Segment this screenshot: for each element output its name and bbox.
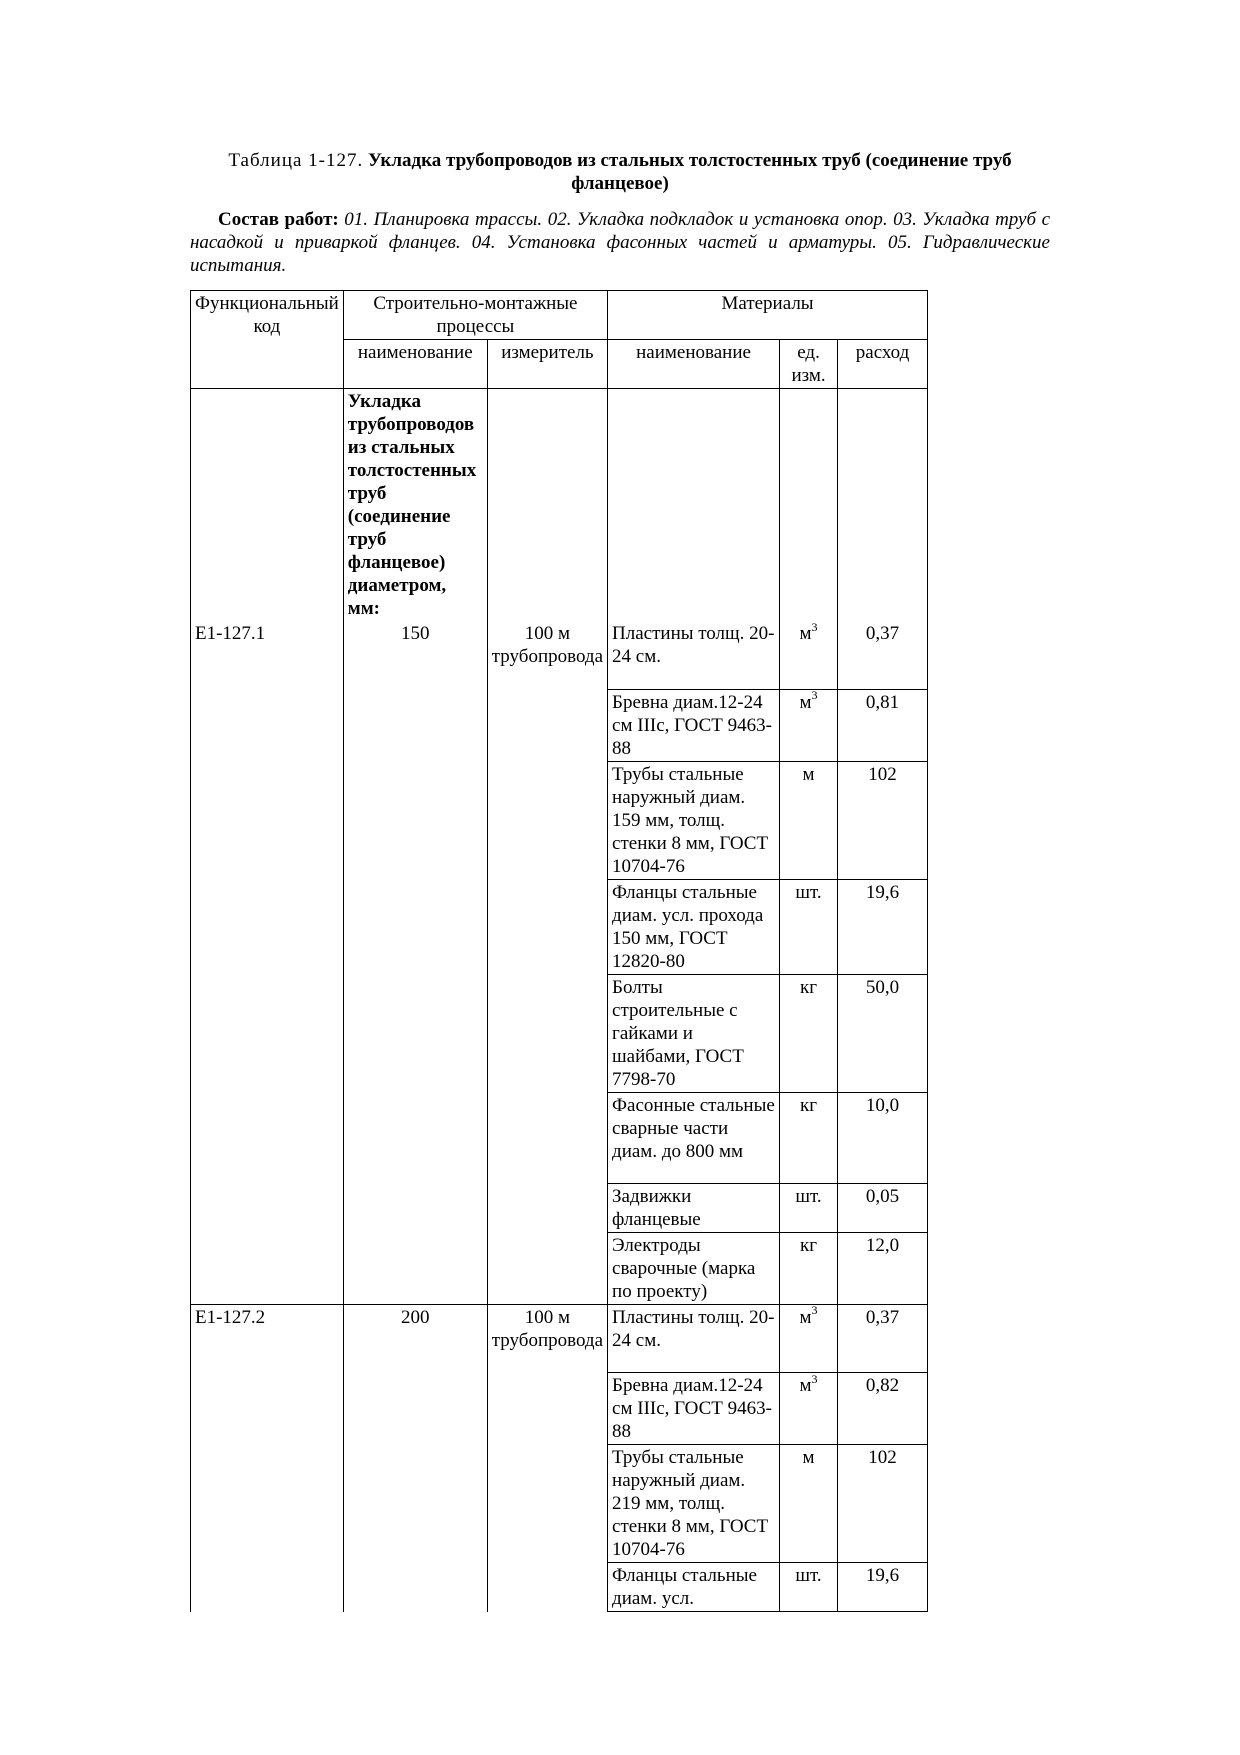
item-code: Е1-127.2	[191, 1304, 344, 1373]
item-unit: 100 м трубопровода	[487, 1304, 607, 1373]
table-row	[191, 1183, 928, 1232]
table-row	[191, 689, 928, 761]
norms-table	[190, 290, 928, 1612]
material-unit: шт.	[780, 1183, 838, 1232]
table-caption	[190, 149, 1050, 195]
material-name: Трубы стальные наружный диам. 159 мм, толщ. стенки 8 мм, ГОСТ 10704-76	[608, 761, 780, 879]
table-row	[191, 1092, 928, 1183]
group-title: Укладка трубопроводов из стальных толстостенных труб (соединение труб фланцевое) диаметром, мм:	[343, 389, 487, 622]
header-mat-qty: расход	[838, 340, 928, 389]
material-qty: 0,82	[838, 1373, 928, 1445]
caption-label: Таблица 1-127.	[228, 150, 364, 171]
header-row-1	[191, 291, 928, 340]
table-row	[191, 761, 928, 879]
header-mat-name: наименование	[608, 340, 780, 389]
material-qty: 10,0	[838, 1092, 928, 1183]
table-row	[191, 974, 928, 1092]
material-qty: 0,37	[838, 1304, 928, 1373]
header-func-code: Функциональный код	[191, 291, 344, 389]
item-unit: 100 м трубопровода	[487, 621, 607, 689]
header-processes: Строительно-монтажные процессы	[343, 291, 607, 340]
item-diameter: 150	[343, 621, 487, 689]
material-name: Пластины толщ. 20-24 см.	[608, 1304, 780, 1373]
table-row	[191, 1445, 928, 1563]
material-unit: шт.	[780, 879, 838, 974]
material-qty: 50,0	[838, 974, 928, 1092]
material-qty: 0,05	[838, 1183, 928, 1232]
material-qty: 12,0	[838, 1232, 928, 1304]
material-qty: 0,81	[838, 689, 928, 761]
material-unit: $м^3$	[780, 1304, 838, 1373]
material-name: Электроды сварочные (марка по проекту)	[608, 1232, 780, 1304]
material-name: Болты строительные с гайками и шайбами, ГОСТ 7798-70	[608, 974, 780, 1092]
header-proc-name: наименование	[343, 340, 487, 389]
material-name: Трубы стальные наружный диам. 219 мм, толщ. стенки 8 мм, ГОСТ 10704-76	[608, 1445, 780, 1563]
material-name: Задвижки фланцевые	[608, 1183, 780, 1232]
material-unit: кг	[780, 974, 838, 1092]
group-title-row	[191, 389, 928, 622]
table-row	[191, 1563, 928, 1612]
header-proc-unit: измеритель	[487, 340, 607, 389]
material-unit: кг	[780, 1092, 838, 1183]
material-unit: $м^3$	[780, 1373, 838, 1445]
material-unit: $м^3$	[780, 621, 838, 689]
works-composition	[190, 208, 1050, 277]
material-name: Фланцы стальные диам. усл. прохода 150 мм, ГОСТ 12820-80	[608, 879, 780, 974]
header-mat-unit: ед. изм.	[780, 340, 838, 389]
material-unit: м	[780, 761, 838, 879]
material-unit: м	[780, 1445, 838, 1563]
material-qty: 19,6	[838, 879, 928, 974]
table-row	[191, 1373, 928, 1445]
header-materials: Материалы	[608, 291, 928, 340]
works-label: Состав работ:	[218, 209, 339, 230]
material-qty: 0,37	[838, 621, 928, 689]
table-row	[191, 621, 928, 689]
material-name: Бревна диам.12-24 см IIIс, ГОСТ 9463-88	[608, 689, 780, 761]
table-row	[191, 879, 928, 974]
material-name: Бревна диам.12-24 см IIIс, ГОСТ 9463-88	[608, 1373, 780, 1445]
material-qty: 19,6	[838, 1563, 928, 1612]
material-unit: кг	[780, 1232, 838, 1304]
material-name: Пластины толщ. 20-24 см.	[608, 621, 780, 689]
caption-title: Укладка трубопроводов из стальных толстостенных труб (соединение труб фланцевое)	[368, 150, 1012, 194]
material-qty: 102	[838, 761, 928, 879]
works-text: 01. Планировка трассы. 02. Укладка подкладок и установка опор. 03. Укладка труб с насадкой и приваркой фланцев. 04. Установка фасонных частей и арматуры. 05. Гидравлические испытания.	[190, 209, 1050, 276]
table-row	[191, 1304, 928, 1373]
item-code: Е1-127.1	[191, 621, 344, 689]
material-unit: $м^3$	[780, 689, 838, 761]
table-row	[191, 1232, 928, 1304]
material-name: Фасонные стальные сварные части диам. до 800 мм	[608, 1092, 780, 1183]
material-qty: 102	[838, 1445, 928, 1563]
item-diameter: 200	[343, 1304, 487, 1373]
material-unit: шт.	[780, 1563, 838, 1612]
material-name: Фланцы стальные диам. усл.	[608, 1563, 780, 1612]
